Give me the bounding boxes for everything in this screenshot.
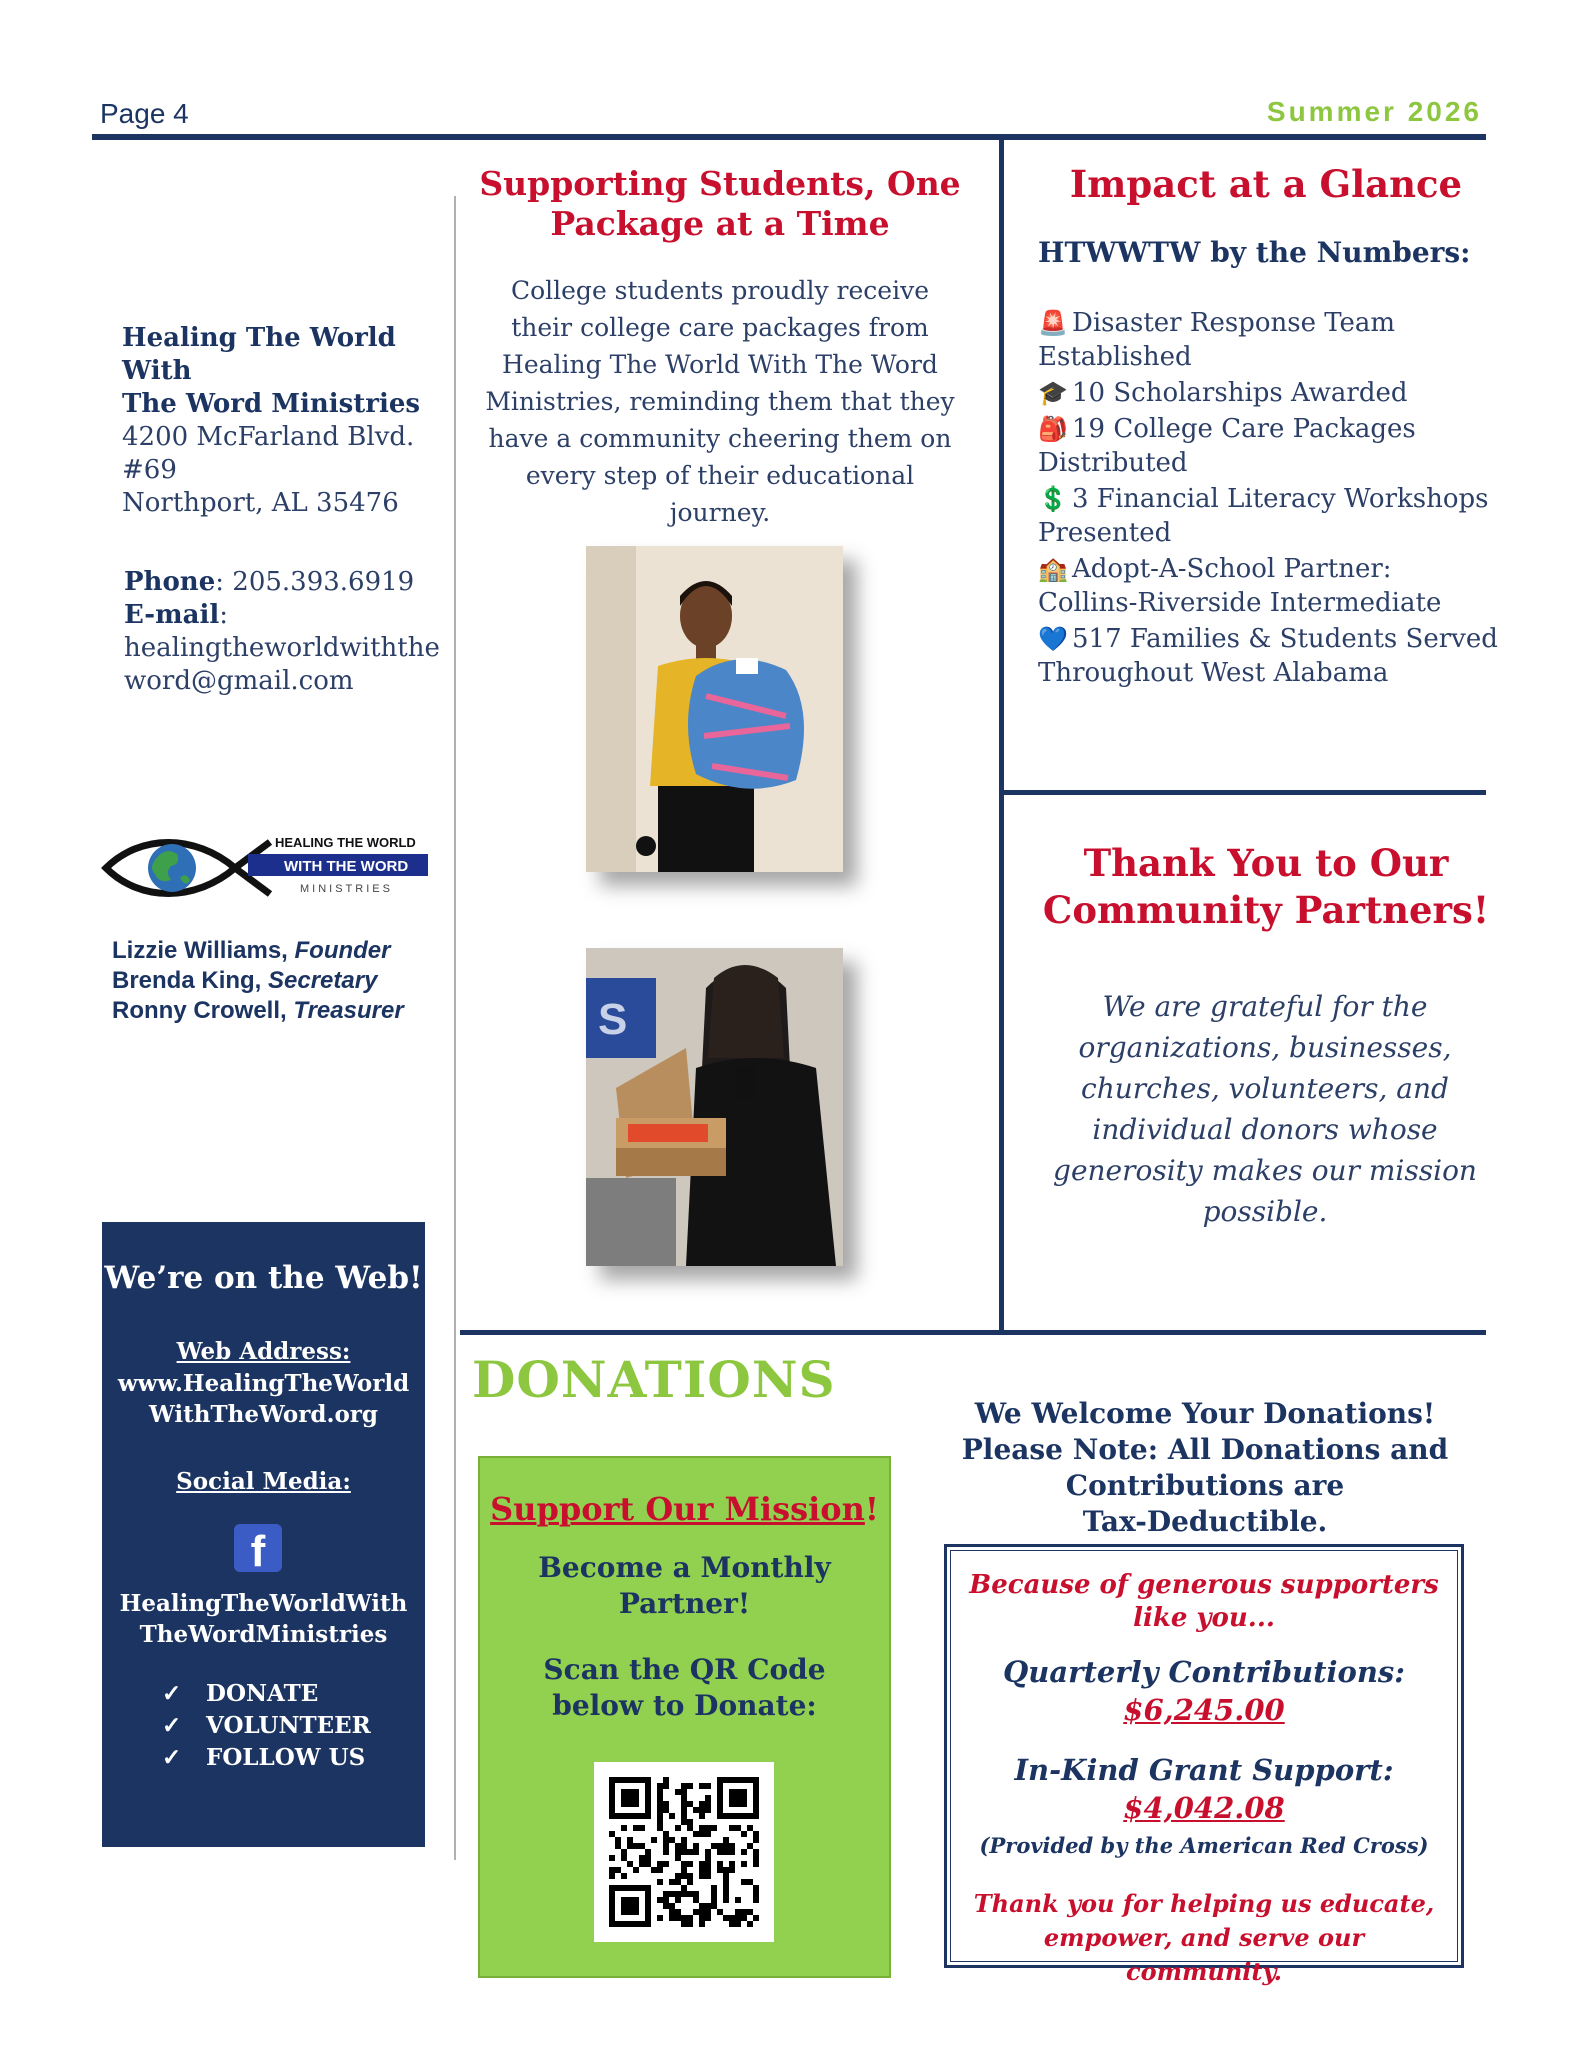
partners-title (1006, 840, 1526, 934)
officer-role: Secretary (268, 967, 378, 994)
impact-item (1038, 552, 1498, 620)
list-item-label: VOLUNTEER (206, 1712, 371, 1739)
checkmark-icon: ✓ (162, 1712, 182, 1739)
thank-you-text: Thank you for helping us educate, empower, and serve our community. (973, 1889, 1435, 1986)
welcome-line: Please Note: All Donations and (961, 1433, 1449, 1466)
support-mission-box (478, 1456, 891, 1978)
web-address-text[interactable]: WithTheWord.org (148, 1401, 379, 1428)
social-media-label: Social Media: (176, 1468, 351, 1495)
officer-role: Treasurer (293, 997, 404, 1024)
students-article-text: College students proudly receive their college care packages from Healing The World With The Word Ministries, reminding them that they have a community cheering them on every step of their educational journey. (485, 276, 955, 527)
right-column-divider (999, 140, 1004, 1332)
officer (112, 936, 404, 966)
impact-item-text: 517 Families & Students Served Throughout West Alabama (1038, 624, 1498, 688)
phone-row (124, 566, 444, 599)
org-name: Healing The World With (122, 323, 396, 386)
quarterly-value: $6,245.00 (1123, 1693, 1285, 1727)
student-photo-1 (586, 546, 843, 872)
impact-item-text: Adopt-A-School Partner: Collins-Riverside Intermediate (1038, 554, 1442, 618)
officers-list (112, 936, 404, 1026)
email-colon: : (219, 600, 228, 630)
logo-text: HEALING THE WORLD (275, 835, 416, 850)
student-with-box-image (586, 948, 843, 1266)
phone-label: Phone (124, 567, 216, 597)
svg-text:S: S (598, 995, 628, 1044)
facebook-icon[interactable]: f (234, 1524, 282, 1572)
inkind-label: In-Kind Grant Support: (1014, 1753, 1394, 1787)
student-with-gift-image (586, 546, 843, 872)
impact-title: Impact at a Glance (1069, 162, 1463, 206)
officer-name: Ronny Crowell, (112, 997, 294, 1024)
checkmark-icon: ✓ (162, 1680, 182, 1707)
email-label: E-mail (124, 600, 220, 630)
impact-item-text: 19 College Care Packages Distributed (1038, 414, 1416, 478)
exclamation: ! (864, 1490, 879, 1528)
officer-role: Founder (294, 937, 391, 964)
money-book-icon: 💲 (1038, 485, 1068, 513)
list-item-label: FOLLOW US (206, 1744, 366, 1771)
school-icon: 🏫 (1038, 555, 1068, 583)
donations-heading: DONATIONS (472, 1350, 836, 1409)
support-mission-title (480, 1490, 889, 1528)
org-info (122, 322, 462, 520)
student-photo-2 (586, 948, 843, 1266)
impact-rule (1003, 790, 1486, 795)
fish-globe-logo-icon (100, 830, 430, 906)
address-line: Northport, AL 35476 (122, 488, 399, 518)
web-info-box (102, 1222, 425, 1847)
email-address[interactable]: healingtheworldwiththe (124, 633, 440, 663)
title-line: Thank You to Our (1083, 841, 1449, 885)
checkmark-icon: ✓ (162, 1744, 182, 1771)
list-item (162, 1742, 371, 1774)
impact-subtitle: HTWWTW by the Numbers: (1038, 236, 1471, 269)
impact-item (1038, 622, 1498, 690)
org-name: The Word Ministries (122, 389, 421, 419)
officer (112, 996, 404, 1026)
welcome-line: Contributions are (1065, 1469, 1345, 1502)
logo-text: WITH THE WORD (284, 858, 409, 875)
facebook-handle-text[interactable]: TheWordMinistries (139, 1621, 388, 1648)
graduation-cap-icon: 🎓 (1038, 379, 1068, 407)
list-item-label: DONATE (206, 1680, 319, 1707)
partners-text: We are grateful for the organizations, businesses, churches, volunteers, and individual donors whose generosity makes our mission possible. (1053, 990, 1477, 1228)
impact-list (1038, 306, 1498, 692)
heart-icon: 💙 (1038, 625, 1068, 653)
list-item (162, 1710, 371, 1742)
impact-item (1038, 412, 1498, 480)
qr-code-icon (594, 1762, 774, 1942)
backpack-icon: 🎒 (1038, 415, 1068, 443)
web-address-label: Web Address: (176, 1338, 351, 1365)
officer-name: Brenda King, (112, 967, 269, 994)
impact-item-text: 3 Financial Literacy Workshops Presented (1038, 484, 1489, 548)
impact-item (1038, 482, 1498, 550)
donations-rule (460, 1330, 1486, 1335)
title-line: Package at a Time (550, 204, 890, 243)
support-mission-link[interactable]: Support Our Mission (490, 1490, 865, 1528)
alarm-light-icon: 🚨 (1038, 309, 1068, 337)
inkind-value: $4,042.08 (1123, 1791, 1285, 1825)
impact-item (1038, 376, 1498, 410)
donate-qr-code[interactable] (594, 1762, 774, 1942)
scan-qr-text: Scan the QR Code below to Donate: (543, 1653, 826, 1722)
page-number: Page 4 (100, 98, 189, 129)
impact-item-text: 10 Scholarships Awarded (1072, 378, 1408, 408)
address-line: #69 (122, 455, 177, 485)
web-address-link[interactable] (102, 1368, 425, 1430)
provided-by-text: (Provided by the American Red Cross) (979, 1833, 1429, 1858)
header-rule (92, 134, 1486, 140)
web-action-list (162, 1678, 371, 1774)
issue-season: Summer 2026 (1266, 96, 1482, 127)
students-article-title (470, 164, 970, 244)
monthly-partner-text: Become a Monthly Partner! (538, 1551, 831, 1620)
phone-number[interactable]: : 205.393.6919 (215, 567, 415, 597)
because-text: Because of generous supporters like you... (969, 1570, 1439, 1633)
email-address[interactable]: word@gmail.com (124, 666, 354, 696)
welcome-line: Tax-Deductible. (1082, 1505, 1328, 1538)
impact-item-text: Disaster Response Team Established (1038, 308, 1396, 372)
address-line: 4200 McFarland Blvd. (122, 422, 415, 452)
contributions-box (944, 1544, 1464, 1986)
welcome-line: We Welcome Your Donations! (974, 1397, 1436, 1430)
officer (112, 966, 404, 996)
facebook-handle[interactable] (102, 1588, 425, 1650)
web-address-text[interactable]: www.HealingTheWorld (117, 1370, 410, 1397)
contact-info (124, 566, 444, 698)
logo-text: MINISTRIES (300, 883, 393, 895)
quarterly-label: Quarterly Contributions: (1003, 1655, 1405, 1689)
donations-welcome (960, 1396, 1450, 1540)
facebook-handle-text[interactable]: HealingTheWorldWith (119, 1590, 408, 1617)
list-item (162, 1678, 371, 1710)
email-row (124, 599, 444, 632)
title-line: Community Partners! (1042, 888, 1490, 932)
ministry-logo (100, 830, 430, 906)
web-box-title: We’re on the Web! (104, 1260, 423, 1296)
impact-item (1038, 306, 1498, 374)
officer-name: Lizzie Williams, (112, 937, 295, 964)
title-line: Supporting Students, One (479, 164, 961, 203)
